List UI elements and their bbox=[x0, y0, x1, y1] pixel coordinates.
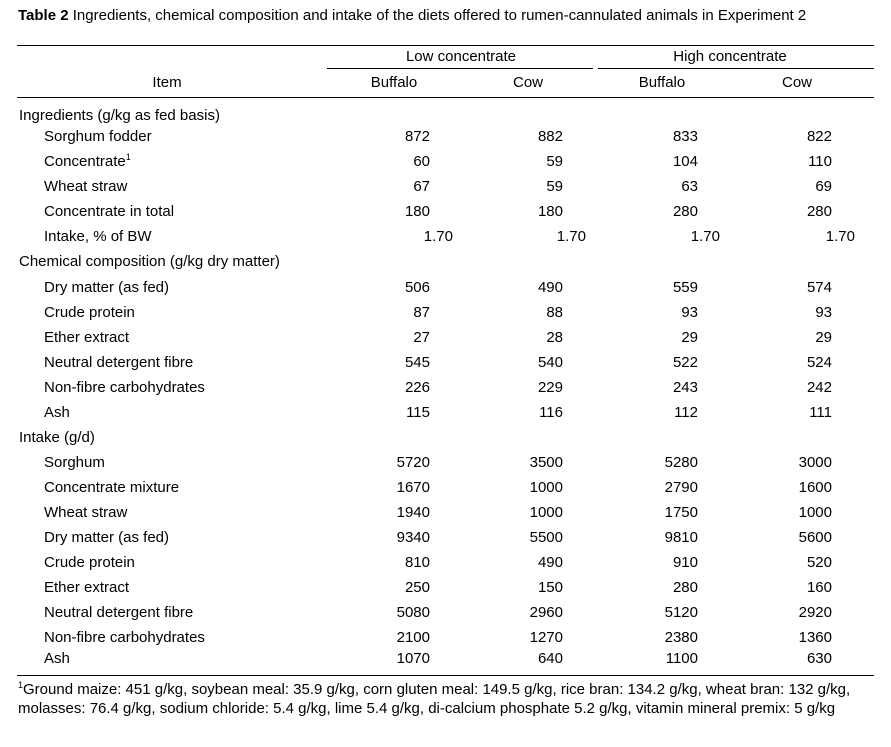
table-cell: 5600 bbox=[798, 529, 832, 546]
column-header-buffalo-high: Buffalo bbox=[638, 74, 686, 91]
table-cell: 545 bbox=[404, 354, 430, 371]
header-rule bbox=[17, 97, 874, 98]
table-cell: 243 bbox=[672, 379, 698, 396]
row-label-text: Wheat straw bbox=[44, 178, 128, 195]
table-cell: 104 bbox=[672, 153, 698, 170]
table-cell: 27 bbox=[413, 329, 430, 346]
table-cell: 5720 bbox=[396, 454, 430, 471]
table-cell: 1270 bbox=[529, 629, 563, 646]
row-label-text: Dry matter (as fed) bbox=[44, 279, 170, 296]
row-label bbox=[44, 354, 193, 372]
row-label-text: Non-fibre carbohydrates bbox=[44, 629, 205, 646]
table-cell: 111 bbox=[809, 404, 832, 421]
group-underline-high bbox=[598, 68, 874, 69]
table-cell: 9810 bbox=[664, 529, 698, 546]
table-cell: 490 bbox=[537, 279, 563, 296]
table-cell: 110 bbox=[808, 153, 832, 170]
table-cell: 1940 bbox=[396, 504, 430, 521]
table-caption bbox=[18, 5, 878, 26]
table-cell: 5280 bbox=[664, 454, 698, 471]
table-cell: 910 bbox=[672, 554, 698, 571]
table-cell: 640 bbox=[537, 650, 563, 667]
table-cell: 1750 bbox=[664, 504, 698, 521]
table-cell: 5080 bbox=[396, 604, 430, 621]
table-cell: 1670 bbox=[396, 479, 430, 496]
table-cell: 180 bbox=[537, 203, 563, 220]
row-label bbox=[44, 329, 129, 347]
row-label-text: Intake, % of BW bbox=[44, 228, 152, 245]
row-label-text: Ash bbox=[44, 650, 70, 667]
table-cell: 280 bbox=[672, 203, 698, 220]
top-rule bbox=[17, 45, 874, 46]
row-label bbox=[44, 454, 105, 472]
table-cell: 630 bbox=[806, 650, 832, 667]
table-cell: 1000 bbox=[529, 479, 563, 496]
table-cell: 1000 bbox=[798, 504, 832, 521]
row-label-text: Concentrate mixture bbox=[44, 479, 180, 496]
table-cell: 2920 bbox=[798, 604, 832, 621]
table-cell: 93 bbox=[815, 304, 832, 321]
row-label bbox=[44, 153, 131, 171]
table-cell: 28 bbox=[546, 329, 563, 346]
table-cell: 1100 bbox=[665, 650, 698, 667]
table-cell: 87 bbox=[413, 304, 430, 321]
row-label bbox=[44, 529, 169, 547]
row-label-text: Neutral detergent fibre bbox=[44, 354, 194, 371]
table-cell: 2960 bbox=[529, 604, 563, 621]
table-cell: 5120 bbox=[664, 604, 698, 621]
row-label-text: Non-fibre carbohydrates bbox=[44, 379, 205, 396]
table-cell: 280 bbox=[672, 579, 698, 596]
table-cell: 1600 bbox=[798, 479, 832, 496]
table-cell: 882 bbox=[537, 128, 563, 145]
row-label bbox=[44, 554, 135, 572]
row-label-text: Sorghum bbox=[44, 454, 105, 471]
table-cell: 872 bbox=[404, 128, 430, 145]
section-heading: Intake (g/d) bbox=[19, 429, 95, 446]
table-cell: 5500 bbox=[529, 529, 563, 546]
table-cell: 63 bbox=[681, 178, 698, 195]
row-label bbox=[44, 579, 129, 597]
table-cell: 522 bbox=[672, 354, 698, 371]
table-cell: 1.70 bbox=[556, 228, 586, 245]
table-cell: 559 bbox=[672, 279, 698, 296]
row-label bbox=[44, 504, 127, 522]
row-label-text: Crude protein bbox=[44, 554, 135, 571]
table-cell: 9340 bbox=[396, 529, 430, 546]
bottom-rule bbox=[17, 675, 874, 676]
table-cell: 88 bbox=[546, 304, 563, 321]
row-label-text: Crude protein bbox=[44, 304, 135, 321]
table-cell: 524 bbox=[806, 354, 832, 371]
row-label bbox=[44, 279, 169, 297]
table-cell: 280 bbox=[806, 203, 832, 220]
row-label bbox=[44, 479, 179, 497]
row-label-text: Dry matter (as fed) bbox=[44, 529, 170, 546]
table-cell: 490 bbox=[537, 554, 563, 571]
group-underline-low bbox=[327, 68, 593, 69]
row-label bbox=[44, 404, 70, 422]
table-cell: 574 bbox=[806, 279, 832, 296]
table-cell: 59 bbox=[546, 178, 563, 195]
table-cell: 116 bbox=[539, 404, 563, 421]
row-label bbox=[44, 128, 152, 146]
footnote-ref: 1 bbox=[125, 152, 131, 162]
row-label bbox=[44, 379, 205, 397]
table-cell: 520 bbox=[806, 554, 832, 571]
table-label: Table 2 bbox=[18, 7, 69, 24]
footnote bbox=[18, 681, 878, 718]
table-cell: 3500 bbox=[529, 454, 563, 471]
row-label bbox=[44, 604, 193, 622]
table-cell: 242 bbox=[806, 379, 832, 396]
column-header-cow-high: Cow bbox=[781, 74, 813, 91]
table-cell: 1000 bbox=[529, 504, 563, 521]
row-label-text: Neutral detergent fibre bbox=[44, 604, 194, 621]
table-cell: 59 bbox=[546, 153, 563, 170]
table-cell: 69 bbox=[815, 178, 832, 195]
row-label bbox=[44, 228, 152, 246]
row-label-text: Concentrate in total bbox=[44, 203, 175, 220]
table-cell: 2380 bbox=[664, 629, 698, 646]
table-cell: 2100 bbox=[396, 629, 430, 646]
row-label-text: Ether extract bbox=[44, 579, 130, 596]
table-cell: 1.70 bbox=[825, 228, 855, 245]
table-cell: 150 bbox=[537, 579, 563, 596]
table-cell: 93 bbox=[681, 304, 698, 321]
table-cell: 3000 bbox=[798, 454, 832, 471]
group-header-low-concentrate: Low concentrate bbox=[405, 48, 517, 65]
row-label-text: Sorghum fodder bbox=[44, 128, 152, 145]
table-cell: 1.70 bbox=[690, 228, 720, 245]
table-title: Ingredients, chemical composition and intake of the diets offered to rumen-cannulated animals in Experiment 2 bbox=[72, 7, 807, 24]
table-cell: 506 bbox=[404, 279, 430, 296]
table-cell: 29 bbox=[815, 329, 832, 346]
table-cell: 160 bbox=[806, 579, 832, 596]
table-cell: 2790 bbox=[664, 479, 698, 496]
table-cell: 60 bbox=[413, 153, 430, 170]
item-header: Item bbox=[152, 74, 182, 91]
table-cell: 810 bbox=[404, 554, 430, 571]
table-cell: 229 bbox=[537, 379, 563, 396]
row-label bbox=[44, 629, 205, 647]
row-label-text: Wheat straw bbox=[44, 504, 128, 521]
table-cell: 1.70 bbox=[423, 228, 453, 245]
table-cell: 180 bbox=[404, 203, 430, 220]
footnote-text: Ground maize: 451 g/kg, soybean meal: 35.9 g/kg, corn gluten meal: 149.5 g/kg, rice bran: 134.2 g/kg, wheat bran: 132 g/kg, molasses: 76.4 g/kg, sodium chloride: 5.4 g/kg, lime 5.4 g/kg, di-calcium phosphate 5.2 g/kg, vitamin mineral premix: 5 g/kg bbox=[18, 681, 851, 717]
column-header-buffalo-low: Buffalo bbox=[370, 74, 418, 91]
row-label-text: Ether extract bbox=[44, 329, 130, 346]
row-label bbox=[44, 203, 174, 221]
row-label-text: Ash bbox=[44, 404, 70, 421]
row-label bbox=[44, 178, 127, 196]
row-label bbox=[44, 304, 135, 322]
table-cell: 822 bbox=[806, 128, 832, 145]
table-cell: 833 bbox=[672, 128, 698, 145]
row-label bbox=[44, 650, 70, 668]
table-cell: 67 bbox=[413, 178, 430, 195]
table-cell: 1360 bbox=[798, 629, 832, 646]
footnote-marker: 1 bbox=[18, 680, 24, 690]
table-cell: 250 bbox=[404, 579, 430, 596]
table-cell: 226 bbox=[404, 379, 430, 396]
section-heading: Ingredients (g/kg as fed basis) bbox=[19, 107, 220, 124]
table-cell: 540 bbox=[537, 354, 563, 371]
table-cell: 29 bbox=[681, 329, 698, 346]
table-cell: 1070 bbox=[396, 650, 430, 667]
group-header-high-concentrate: High concentrate bbox=[673, 48, 787, 65]
row-label-text: Concentrate bbox=[44, 153, 126, 170]
table-cell: 115 bbox=[406, 404, 430, 421]
column-header-cow-low: Cow bbox=[512, 74, 544, 91]
section-heading: Chemical composition (g/kg dry matter) bbox=[19, 253, 280, 270]
table-cell: 112 bbox=[674, 404, 698, 421]
